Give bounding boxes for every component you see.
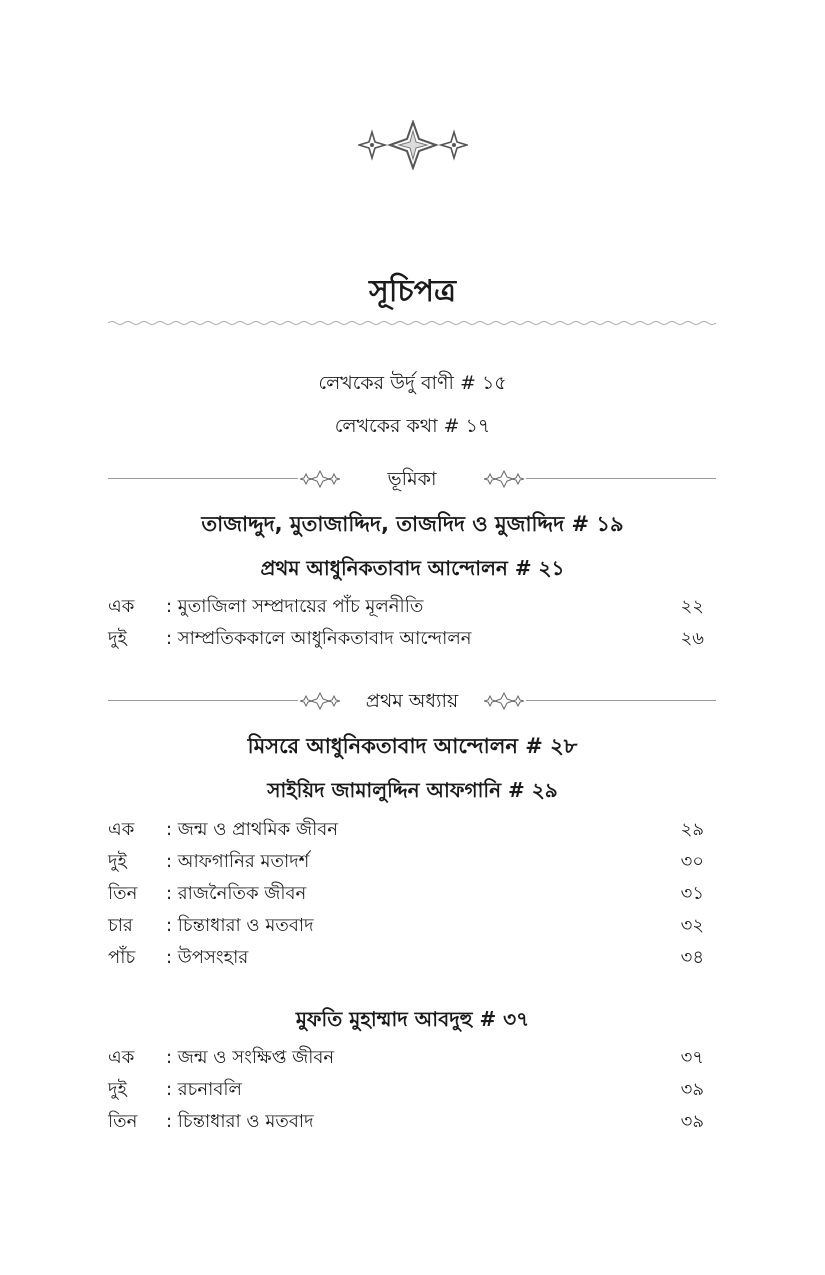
title-wavy-rule [108,318,716,328]
toc-row-number: এক [108,819,135,840]
toc-row[interactable] [108,625,704,653]
toc-row-number: তিন [108,1111,138,1132]
toc-row-number: দুই [108,1079,127,1100]
toc-row-title: : চিন্তাধারা ও মতবাদ [166,1111,314,1132]
toc-row[interactable] [108,1108,704,1136]
toc-row-number: তিন [108,883,138,904]
toc-row[interactable] [108,1044,704,1072]
toc-row-page: ৩১ [680,883,704,904]
toc-row-title: : উপসংহার [166,947,249,968]
toc-subheading[interactable]: মুফতি মুহাম্মাদ আবদুহু # ৩৭ [295,1007,530,1031]
toc-row-number: পাঁচ [108,947,136,968]
top-star-ornament-icon [358,120,468,170]
toc-row-title: : রাজনৈতিক জীবন [166,883,307,904]
section-divider-bhumika [108,465,716,493]
toc-row-number: এক [108,1047,135,1068]
toc-row-title: : জন্ম ও সংক্ষিপ্ত জীবন [166,1047,335,1068]
toc-row-title: : রচনাবলি [166,1079,242,1100]
toc-row-title: : মুতাজিলা সম্প্রদায়ের পাঁচ মূলনীতি [166,596,424,617]
divider-ornament-icon [484,691,524,711]
toc-row-page: ৩০ [680,851,704,872]
divider-line [526,478,716,479]
toc-row-page: ৩৪ [680,947,704,968]
toc-row-number: দুই [108,628,127,649]
section-label: ভূমিকা [387,468,437,490]
toc-row[interactable] [108,944,704,972]
toc-heading[interactable]: মিসরে আধুনিকতাবাদ আন্দোলন # ২৮ [247,734,578,758]
toc-row-page: ৩৯ [680,1111,704,1132]
toc-row-page: ২৬ [680,628,704,649]
toc-row-title: : জন্ম ও প্রাথমিক জীবন [166,819,338,840]
toc-row-page: ৩৭ [680,1047,704,1068]
front-matter-entry[interactable]: লেখকের কথা # ১৭ [334,415,491,437]
toc-row-page: ২২ [680,596,704,617]
divider-line [526,700,716,701]
divider-ornament-icon [484,469,524,489]
front-matter-entry[interactable]: লেখকের উর্দু বাণী # ১৫ [318,372,507,394]
toc-row-number: এক [108,596,135,617]
toc-row-page: ৩৯ [680,1079,704,1100]
page-title: সূচিপত্র [369,274,456,309]
section-label: প্রথম অধ্যায় [365,690,459,712]
toc-row-number: দুই [108,851,127,872]
toc-row-number: চার [108,915,133,936]
toc-row-page: ৩২ [680,915,704,936]
toc-row-title: : সাম্প্রতিককালে আধুনিকতাবাদ আন্দোলন [166,628,472,649]
toc-row[interactable] [108,848,704,876]
toc-row[interactable] [108,912,704,940]
toc-row[interactable] [108,593,704,621]
toc-row-title: : আফগানির মতাদর্শ [166,851,310,872]
toc-row-title: : চিন্তাধারা ও মতবাদ [166,915,314,936]
toc-subheading[interactable]: সাইয়িদ জামালুদ্দিন আফগানি # ২৯ [267,778,558,802]
toc-heading[interactable]: তাজাদ্দুদ, মুতাজাদ্দিদ, তাজদিদ ও মুজাদ্দিদ # ১৯ [201,512,624,536]
toc-row[interactable] [108,816,704,844]
toc-row[interactable] [108,880,704,908]
toc-row[interactable] [108,1076,704,1104]
section-divider-chapter-1 [108,687,716,715]
toc-row-page: ২৯ [680,819,704,840]
toc-heading[interactable]: প্রথম আধুনিকতাবাদ আন্দোলন # ২১ [260,556,565,580]
